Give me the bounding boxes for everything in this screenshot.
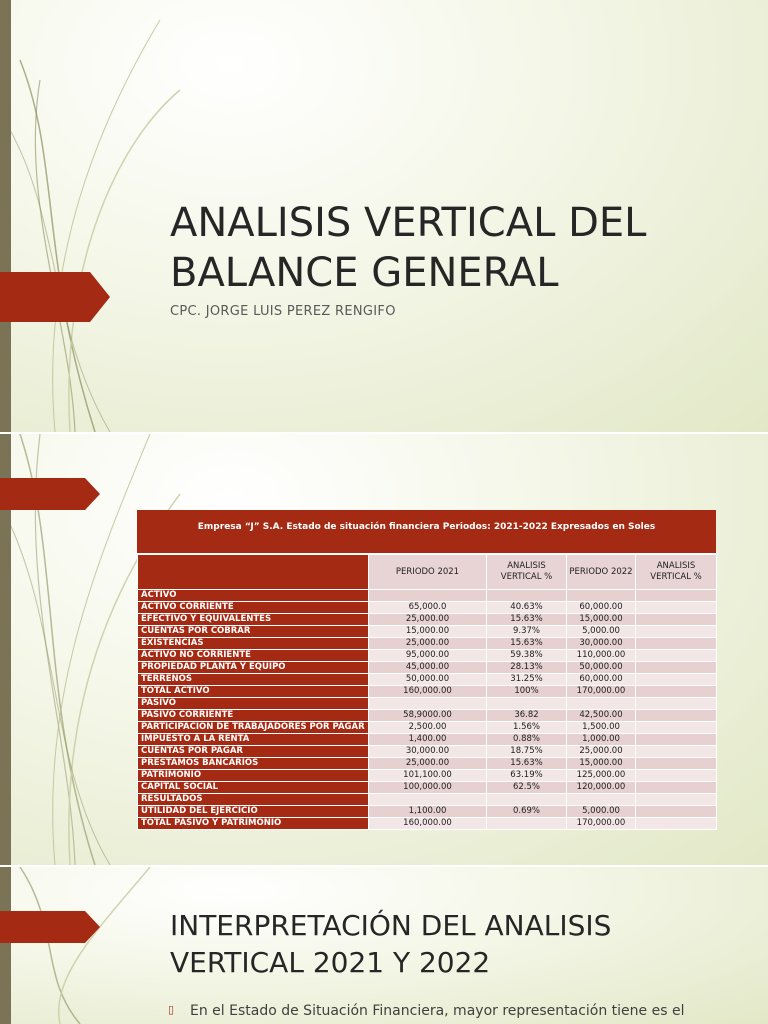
row-value	[487, 818, 567, 830]
row-value: 31.25%	[487, 674, 567, 686]
title-line-1: INTERPRETACIÓN DEL ANALISIS	[170, 909, 612, 942]
row-value: 25,000.00	[369, 638, 487, 650]
balance-table-grid	[137, 554, 717, 830]
row-value: 30,000.00	[369, 746, 487, 758]
row-label: TOTAL PASIVO Y PATRIMONIO	[138, 818, 369, 830]
row-value: 62.5%	[487, 782, 567, 794]
table-row	[138, 698, 717, 710]
row-value: 40.63%	[487, 602, 567, 614]
row-value: 15,000.00	[369, 626, 487, 638]
row-value: 15.63%	[487, 614, 567, 626]
table-row	[138, 662, 717, 674]
row-value: 1,400.00	[369, 734, 487, 746]
slide-title	[170, 907, 750, 981]
row-value: 30,000.00	[567, 638, 636, 650]
table-row	[138, 650, 717, 662]
row-value: 1.56%	[487, 722, 567, 734]
bullet-text: En el Estado de Situación Financiera, mayor representación tiene es el	[190, 1003, 685, 1019]
slide-subtitle: CPC. JORGE LUIS PEREZ RENGIFO	[170, 304, 396, 319]
row-value	[487, 590, 567, 602]
header-label-col	[138, 555, 369, 590]
row-value: 60,000.00	[567, 602, 636, 614]
header-analisis-2021: ANALISIS VERTICAL %	[487, 555, 567, 590]
row-value: 63.19%	[487, 770, 567, 782]
row-value	[636, 722, 717, 734]
table-title: Empresa “J” S.A. Estado de situación financiera Periodos: 2021-2022 Expresados en Soles	[137, 510, 716, 554]
row-label: TERRENOS	[138, 674, 369, 686]
interpretation-slide	[0, 867, 768, 1024]
row-value: 28.13%	[487, 662, 567, 674]
table-row	[138, 818, 717, 830]
table-row	[138, 770, 717, 782]
row-value	[369, 698, 487, 710]
row-label: PASIVO CORRIENTE	[138, 710, 369, 722]
row-value: 25,000.00	[369, 614, 487, 626]
red-tab-marker	[0, 272, 110, 322]
row-value: 125,000.00	[567, 770, 636, 782]
row-value	[369, 794, 487, 806]
table-row	[138, 746, 717, 758]
table-header-row	[138, 555, 717, 590]
row-value: 2,500.00	[369, 722, 487, 734]
row-value: 50,000.00	[369, 674, 487, 686]
row-label: UTILIDAD DEL EJERCICIO	[138, 806, 369, 818]
row-value: 60,000.00	[567, 674, 636, 686]
row-label: RESULTADOS	[138, 794, 369, 806]
row-value	[636, 758, 717, 770]
row-label: ACTIVO CORRIENTE	[138, 602, 369, 614]
row-value	[636, 698, 717, 710]
row-label: EFECTIVO Y EQUIVALENTES	[138, 614, 369, 626]
title-line-2: BALANCE GENERAL	[170, 250, 559, 296]
left-accent-bar	[0, 0, 11, 432]
row-value: 5,000.00	[567, 806, 636, 818]
title-slide	[0, 0, 768, 432]
table-row	[138, 806, 717, 818]
row-value: 50,000.00	[567, 662, 636, 674]
row-value: 9.37%	[487, 626, 567, 638]
row-value	[636, 626, 717, 638]
row-value: 120,000.00	[567, 782, 636, 794]
row-value: 0.69%	[487, 806, 567, 818]
row-value	[636, 686, 717, 698]
row-value: 1,100.00	[369, 806, 487, 818]
row-value	[487, 698, 567, 710]
row-label: CUENTAS POR PAGAR	[138, 746, 369, 758]
row-label: PASIVO	[138, 698, 369, 710]
row-value	[636, 674, 717, 686]
row-value	[636, 806, 717, 818]
row-value	[369, 590, 487, 602]
header-periodo-2022: PERIODO 2022	[567, 555, 636, 590]
row-label: PATRIMONIO	[138, 770, 369, 782]
row-value: 100%	[487, 686, 567, 698]
row-label: IMPUESTO A LA RENTA	[138, 734, 369, 746]
row-value: 18.75%	[487, 746, 567, 758]
row-value: 100,000.00	[369, 782, 487, 794]
row-value	[636, 770, 717, 782]
row-value	[636, 650, 717, 662]
table-row	[138, 686, 717, 698]
balance-sheet-table	[137, 510, 716, 830]
row-value: 160,000.00	[369, 686, 487, 698]
table-row	[138, 590, 717, 602]
row-value: 59.38%	[487, 650, 567, 662]
row-value	[636, 710, 717, 722]
table-row	[138, 734, 717, 746]
title-line-2: VERTICAL 2021 Y 2022	[170, 946, 491, 979]
row-label: CUENTAS POR COBRAR	[138, 626, 369, 638]
row-value	[636, 794, 717, 806]
row-value: 15,000.00	[567, 758, 636, 770]
row-value: 25,000.00	[369, 758, 487, 770]
row-value: 15,000.00	[567, 614, 636, 626]
row-value	[567, 698, 636, 710]
row-value: 170,000.00	[567, 686, 636, 698]
table-slide	[0, 434, 768, 865]
row-value: 58,9000.00	[369, 710, 487, 722]
row-value: 36.82	[487, 710, 567, 722]
row-value: 0.88%	[487, 734, 567, 746]
header-analisis-2022: ANALISIS VERTICAL %	[636, 555, 717, 590]
row-label: ACTIVO NO CORRIENTE	[138, 650, 369, 662]
row-value	[636, 602, 717, 614]
row-value	[636, 638, 717, 650]
row-value	[567, 794, 636, 806]
row-value: 95,000.00	[369, 650, 487, 662]
row-value: 25,000.00	[567, 746, 636, 758]
row-value	[636, 818, 717, 830]
table-body	[138, 590, 717, 830]
row-label: ACTIVO	[138, 590, 369, 602]
row-label: PRESTAMOS BANCARIOS	[138, 758, 369, 770]
row-value: 1,000.00	[567, 734, 636, 746]
table-row	[138, 722, 717, 734]
row-value: 42,500.00	[567, 710, 636, 722]
row-label: TOTAL ACTIVO	[138, 686, 369, 698]
row-value: 15.63%	[487, 758, 567, 770]
row-value: 110,000.00	[567, 650, 636, 662]
table-row	[138, 602, 717, 614]
header-periodo-2021: PERIODO 2021	[369, 555, 487, 590]
row-value: 170,000.00	[567, 818, 636, 830]
red-tab-marker	[0, 478, 100, 510]
row-value	[636, 662, 717, 674]
row-label: CAPITAL SOCIAL	[138, 782, 369, 794]
row-value	[636, 734, 717, 746]
row-value: 101,100.00	[369, 770, 487, 782]
table-row	[138, 782, 717, 794]
row-label: PARTICIPACION DE TRABAJADORES POR PAGAR	[138, 722, 369, 734]
title-line-1: ANALISIS VERTICAL DEL	[170, 200, 647, 246]
table-row	[138, 758, 717, 770]
red-tab-marker	[0, 911, 100, 943]
row-value	[636, 590, 717, 602]
row-value: 160,000.00	[369, 818, 487, 830]
slide-title	[170, 198, 750, 298]
table-row	[138, 614, 717, 626]
row-label: PROPIEDAD PLANTA Y EQUIPO	[138, 662, 369, 674]
row-value	[567, 590, 636, 602]
row-label: EXISTENCIAS	[138, 638, 369, 650]
row-value	[636, 746, 717, 758]
row-value	[636, 614, 717, 626]
row-value: 15.63%	[487, 638, 567, 650]
table-row	[138, 626, 717, 638]
table-row	[138, 638, 717, 650]
row-value	[487, 794, 567, 806]
table-row	[138, 674, 717, 686]
row-value	[636, 782, 717, 794]
bullet-marker-icon: ▯	[168, 1003, 175, 1016]
row-value: 45,000.00	[369, 662, 487, 674]
table-row	[138, 710, 717, 722]
row-value: 1,500.00	[567, 722, 636, 734]
row-value: 65,000.0	[369, 602, 487, 614]
table-row	[138, 794, 717, 806]
left-accent-bar	[0, 867, 11, 1024]
row-value: 5,000.00	[567, 626, 636, 638]
